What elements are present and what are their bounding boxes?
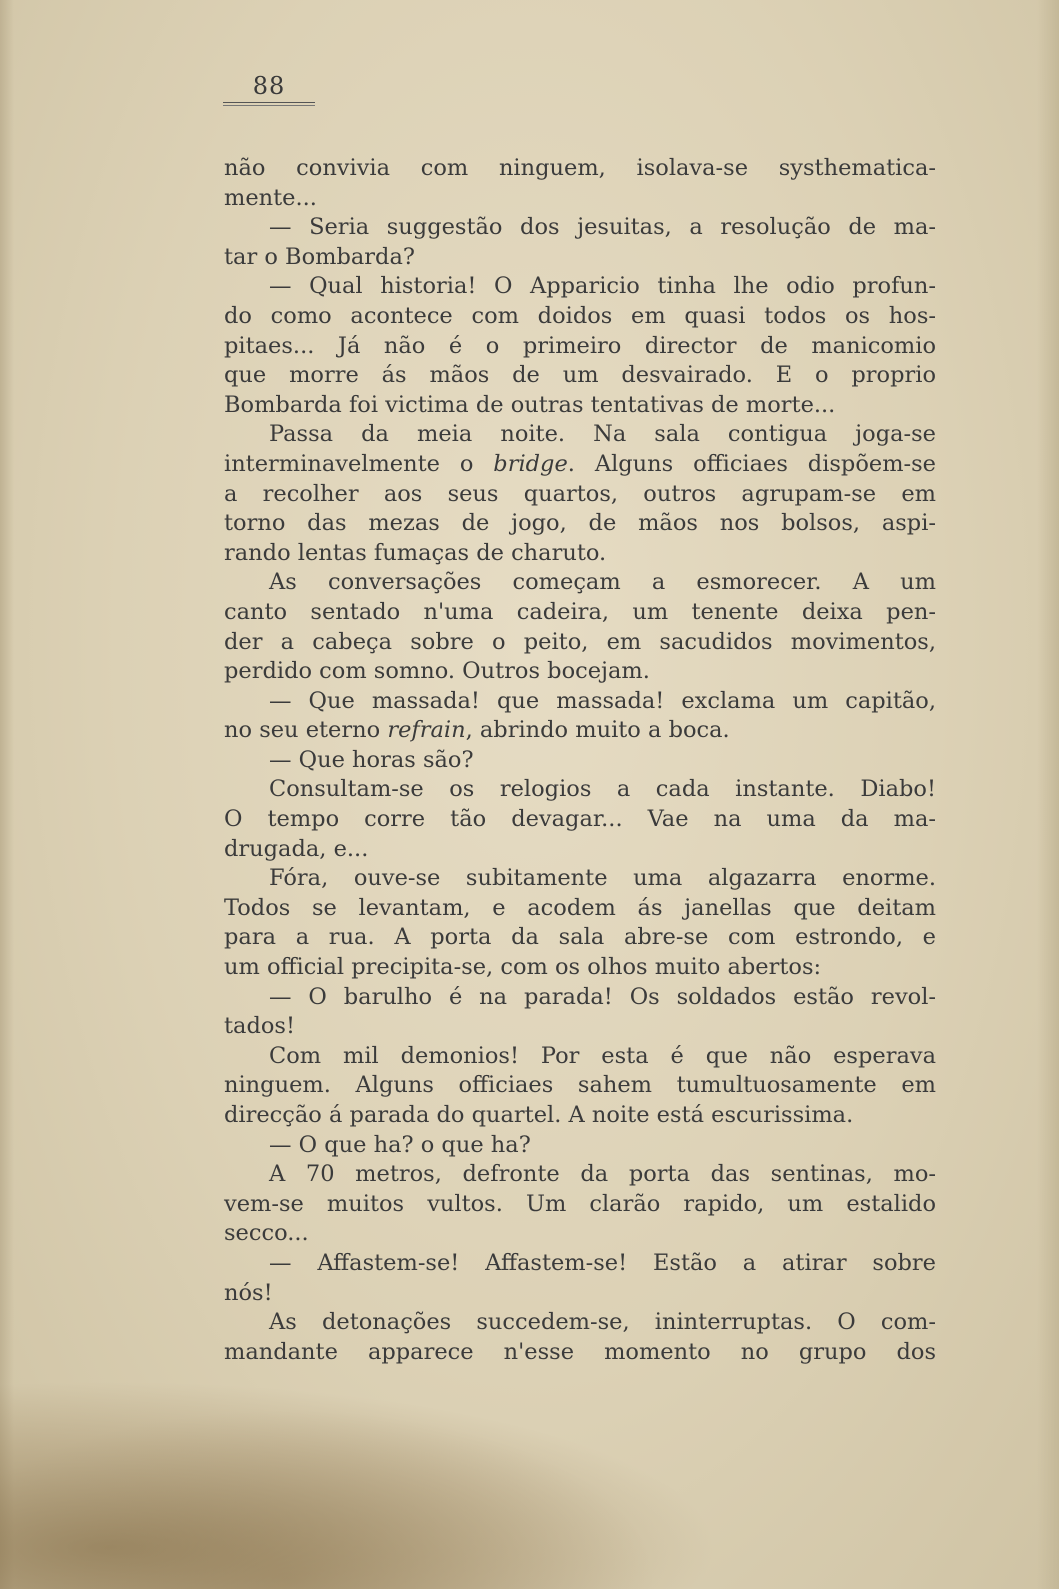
text-line: um official precipita-se, com os olhos muito abertos: bbox=[224, 954, 822, 981]
text-line: — Qual historia! O Apparicio tinha lhe odio profun- bbox=[269, 273, 936, 300]
page-number-rule-second bbox=[223, 105, 315, 106]
text-line: tar o Bombarda? bbox=[224, 243, 415, 270]
text-line: A 70 metros, defronte da porta das sentinas, mo- bbox=[269, 1161, 936, 1188]
text-line: As detonações succedem-se, ininterruptas. O com- bbox=[269, 1309, 936, 1336]
text-line: Consultam-se os relogios a cada instante. Diabo! bbox=[269, 776, 936, 803]
page-edge-shadow-left bbox=[0, 0, 14, 1589]
text-line: canto sentado n'uma cadeira, um tenente deixa pen- bbox=[224, 598, 936, 625]
body-text bbox=[224, 154, 936, 1367]
text-line: ninguem. Alguns officiaes sahem tumultuosamente em bbox=[224, 1072, 936, 1099]
text-line: vem-se muitos vultos. Um clarão rapido, um estalido bbox=[224, 1190, 936, 1217]
text-line: Passa da meia noite. Na sala contigua joga-se bbox=[269, 421, 936, 448]
page-number-rule bbox=[223, 102, 315, 103]
text-line: O tempo corre tão devagar... Vae na uma da ma- bbox=[224, 806, 936, 833]
text-line: secco... bbox=[224, 1220, 309, 1247]
text-line: tados! bbox=[224, 1013, 295, 1040]
text-line: a recolher aos seus quartos, outros agrupam-se em bbox=[224, 480, 936, 507]
text-line: mandante apparece n'esse momento no grupo dos bbox=[224, 1338, 936, 1365]
text-line: direcção á parada do quartel. A noite está escurissima. bbox=[224, 1102, 854, 1128]
text-line: — Que horas são? bbox=[269, 746, 474, 773]
text-line: que morre ás mãos de um desvairado. E o proprio bbox=[224, 362, 936, 389]
text-line: interminavelmente o bridge. Alguns officiaes dispõem-se bbox=[224, 450, 936, 477]
text-line: mente... bbox=[224, 184, 317, 211]
text-line: não convivia com ninguem, isolava-se systhematica- bbox=[224, 155, 936, 181]
page-edge-shadow-right bbox=[1037, 0, 1059, 1589]
text-line: Bombarda foi victima de outras tentativas de morte... bbox=[224, 391, 836, 418]
text-line: der a cabeça sobre o peito, em sacudidos movimentos, bbox=[224, 628, 936, 655]
text-line: drugada, e... bbox=[224, 835, 369, 862]
text-line: pitaes... Já não é o primeiro director de manicomio bbox=[224, 332, 936, 359]
text-line: — Seria suggestão dos jesuitas, a resolução de ma- bbox=[269, 214, 936, 241]
text-line: para a rua. A porta da sala abre-se com estrondo, e bbox=[224, 924, 936, 951]
text-line: Todos se levantam, e acodem ás janellas que deitam bbox=[224, 894, 936, 921]
text-line: As conversações começam a esmorecer. A um bbox=[269, 569, 936, 596]
text-line: — O barulho é na parada! Os soldados estão revol- bbox=[269, 983, 936, 1010]
text-line: nós! bbox=[224, 1279, 273, 1306]
page-number: 88 bbox=[252, 72, 286, 100]
text-line: — Affastem-se! Affastem-se! Estão a atirar sobre bbox=[269, 1249, 936, 1276]
text-line: — Que massada! que massada! exclama um capitão, bbox=[269, 687, 936, 714]
text-line: perdido com somno. Outros bocejam. bbox=[224, 658, 650, 685]
text-line: do como acontece com doidos em quasi todos os hos- bbox=[224, 302, 936, 329]
text-line: torno das mezas de jogo, de mãos nos bolsos, aspi- bbox=[224, 510, 936, 537]
text-line: rando lentas fumaças de charuto. bbox=[224, 539, 607, 566]
text-line: Fóra, ouve-se subitamente uma algazarra enorme. bbox=[269, 865, 936, 892]
text-line: — O que ha? o que ha? bbox=[269, 1131, 531, 1158]
water-stain bbox=[0, 1380, 720, 1589]
text-line: Com mil demonios! Por esta é que não esperava bbox=[269, 1042, 936, 1069]
text-line: no seu eterno refrain, abrindo muito a boca. bbox=[224, 717, 730, 744]
